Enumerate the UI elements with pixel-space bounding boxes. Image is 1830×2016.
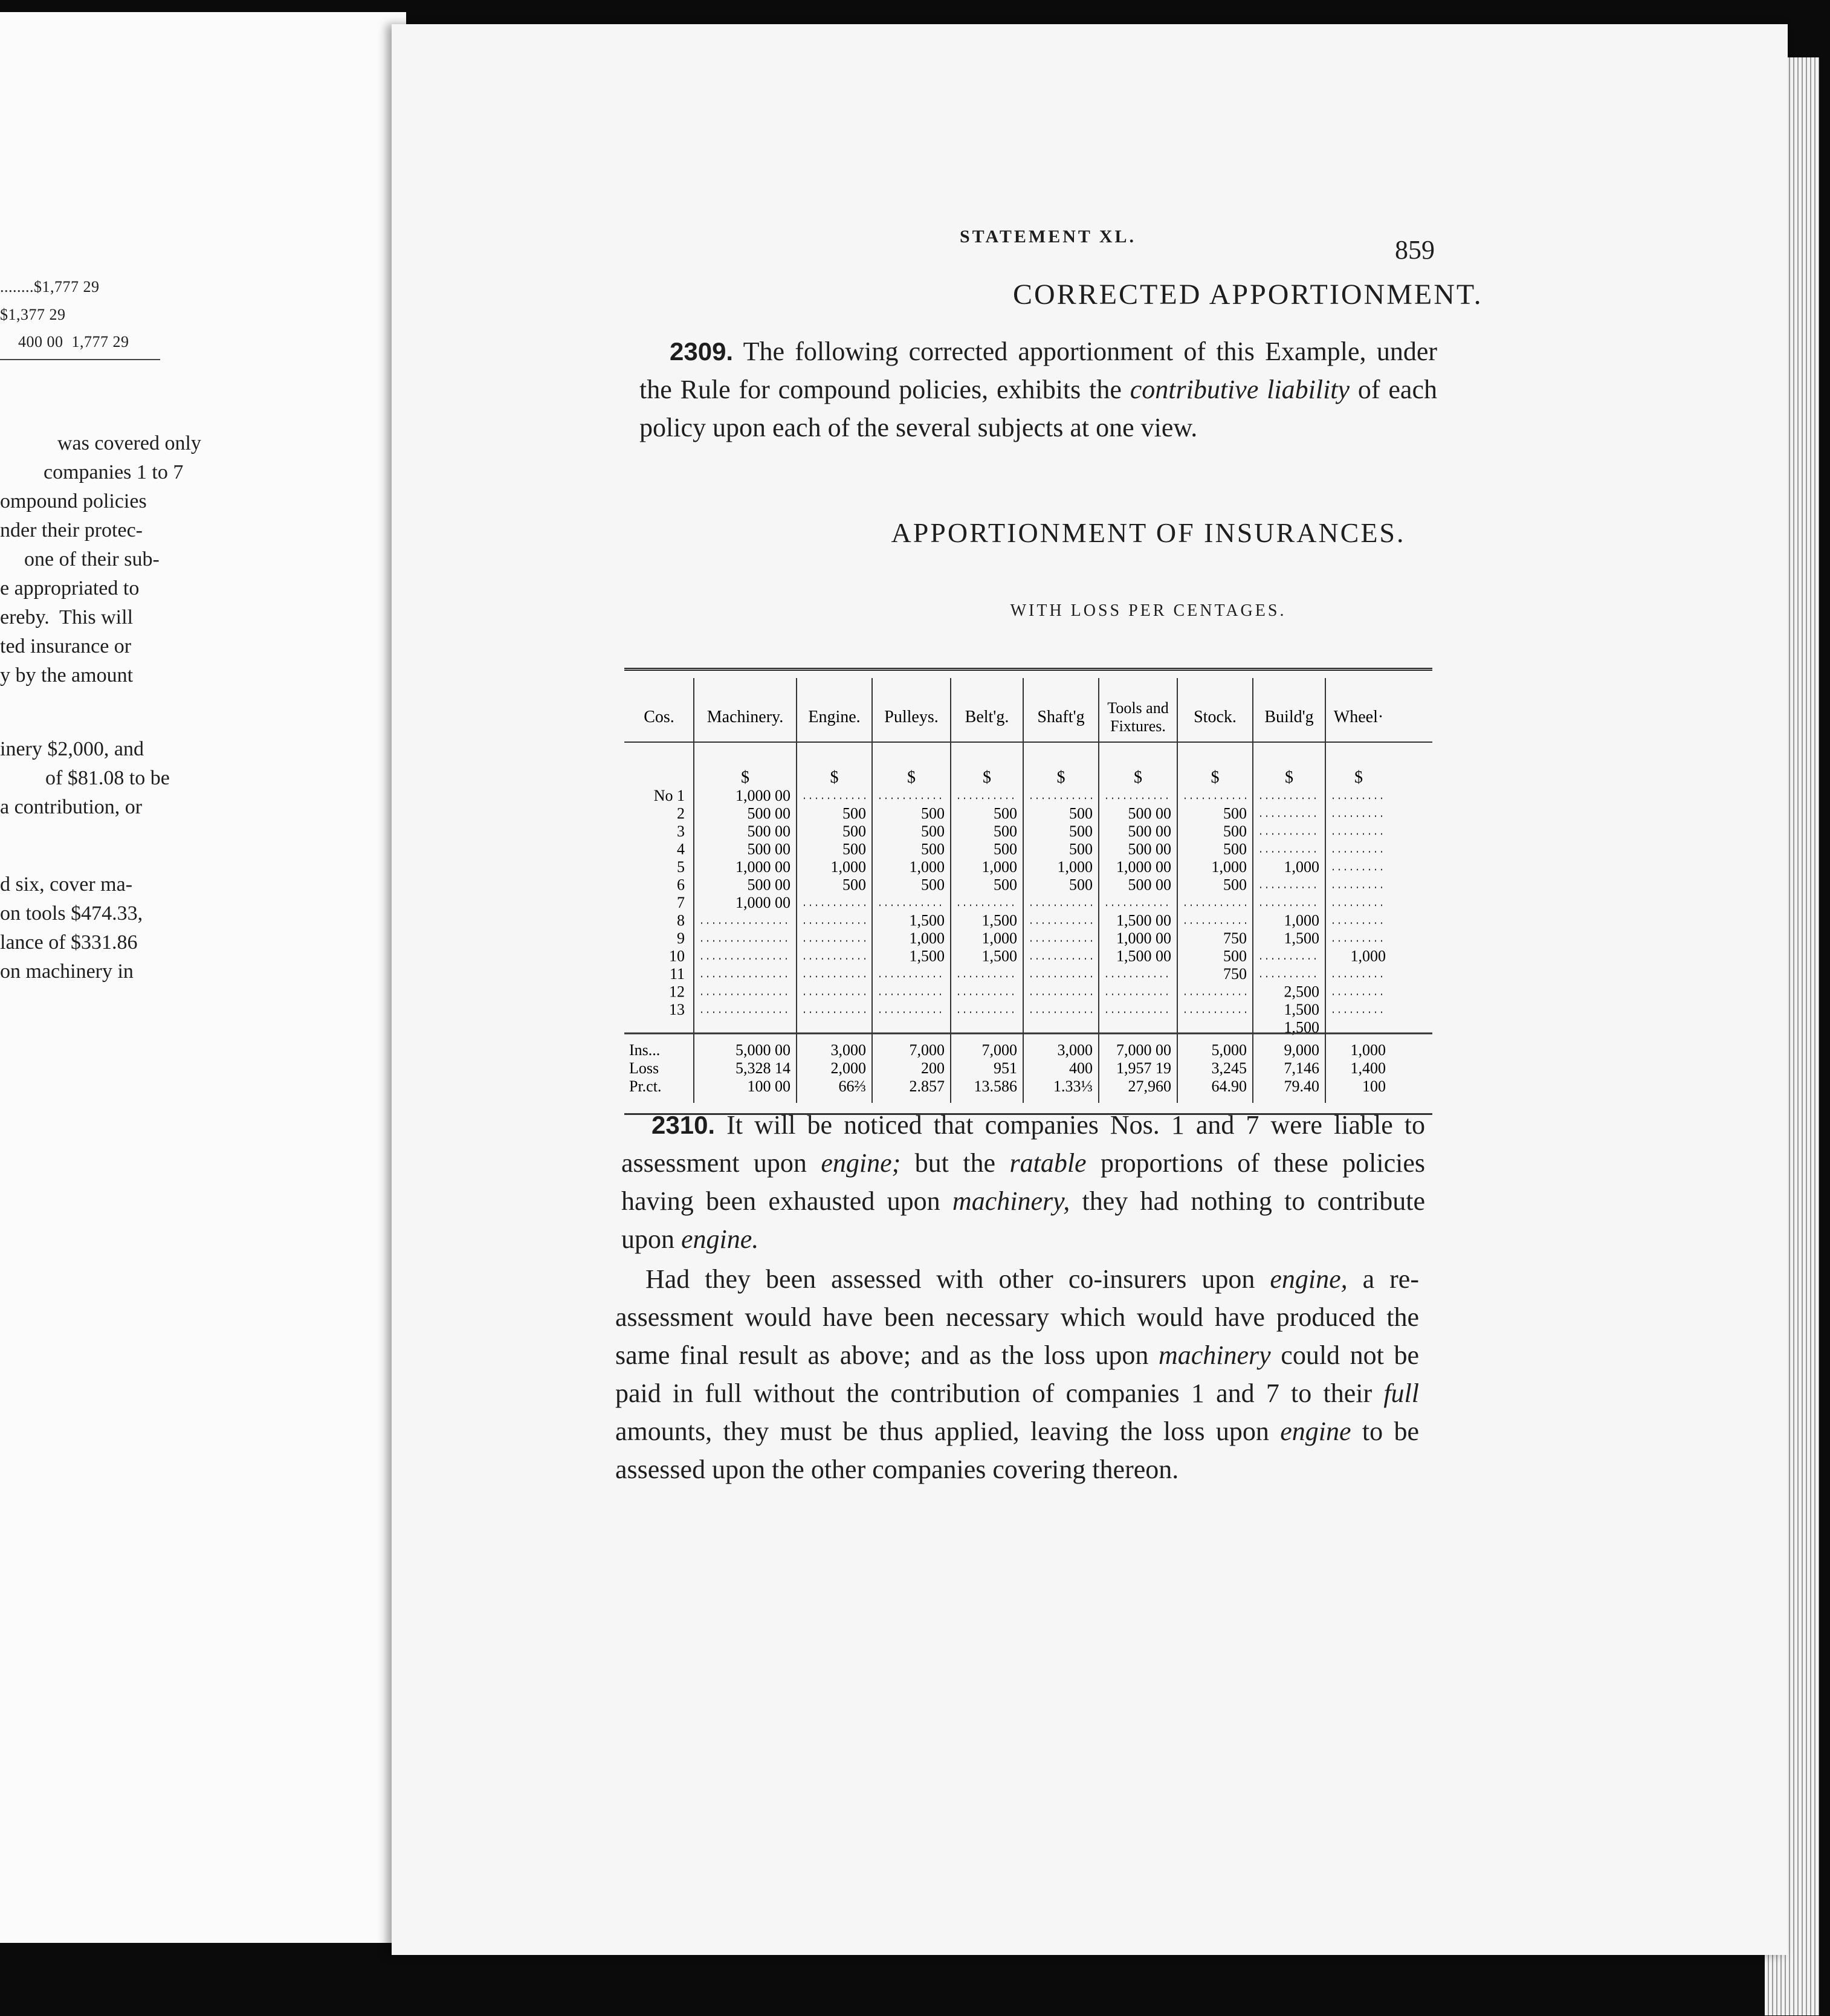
table-cell: 1,000 00 [1116, 929, 1171, 947]
row-label: 7 [677, 894, 685, 911]
row-label: No 1 [653, 787, 685, 804]
paragraph-text: proportions of these policies having been exhausted upon [621, 1148, 1426, 1216]
summary-cell: 3,245 [1211, 1059, 1247, 1077]
row-label: 12 [669, 983, 685, 1001]
section-title: CORRECTED APPORTIONMENT. [1013, 279, 1483, 311]
summary-cell: 5,000 [1211, 1041, 1247, 1059]
table-cell: 500 [1069, 840, 1093, 858]
table-cell: 500 00 [747, 804, 791, 822]
left-facing-page [0, 12, 406, 1943]
left-text-line: on tools $474.33, [0, 902, 143, 925]
row-label: 11 [669, 965, 685, 983]
summary-cell: 5,000 00 [736, 1041, 791, 1059]
summary-cell: 79.40 [1284, 1077, 1319, 1095]
italic-term: engine, [1270, 1264, 1348, 1294]
table-cell: 500 00 [1128, 804, 1171, 822]
book-page [392, 24, 1788, 1955]
row-label: 4 [677, 840, 685, 858]
table-cell: 500 00 [1128, 876, 1171, 894]
paragraph-number: 2309. [670, 337, 734, 366]
left-text-line: ted insurance or [0, 635, 132, 657]
table-cell: 500 [921, 876, 945, 894]
left-total-line: $1,377 29 [0, 306, 66, 323]
table-cell: 500 [994, 840, 1017, 858]
table-cell: 500 [1223, 840, 1247, 858]
paragraph-text: to be assessed upon the other companies covering thereon. [615, 1417, 1420, 1484]
table-cell: 750 [1223, 929, 1247, 947]
currency-mark: $ [1134, 768, 1142, 787]
italic-term: ratable [1009, 1148, 1087, 1178]
table-cell: 1,500 [981, 911, 1017, 929]
row-label: 9 [677, 929, 685, 947]
table-cell: 500 [842, 840, 866, 858]
row-label: 3 [677, 822, 685, 840]
left-text-line: e appropriated to [0, 577, 140, 599]
summary-cell: 3,000 [1057, 1041, 1093, 1059]
summary-cell: 3,000 [830, 1041, 866, 1059]
italic-term: full [1383, 1378, 1419, 1408]
left-text-line: one of their sub- [24, 548, 160, 570]
table-cell: 500 [921, 804, 945, 822]
paragraph-final [615, 1260, 1419, 1488]
column-header: Tools and [1107, 699, 1169, 717]
summary-cell: 7,000 00 [1116, 1041, 1171, 1059]
summary-cell: 1.33⅓ [1053, 1077, 1093, 1095]
summary-cell: 9,000 [1284, 1041, 1319, 1059]
table-cell: 1,000 [909, 929, 945, 947]
table-cell: 1,000 00 [736, 894, 791, 911]
table-cell: 500 [842, 876, 866, 894]
summary-cell: 951 [994, 1059, 1017, 1077]
paragraph-text: could not be paid in full without the contribution of companies 1 and 7 to their [615, 1340, 1419, 1408]
table-cell: 500 [994, 804, 1017, 822]
table-subtitle: WITH LOSS PER CENTAGES. [1010, 601, 1287, 620]
left-text-line: was covered only [57, 432, 201, 454]
summary-cell: 100 00 [747, 1077, 791, 1095]
summary-cell: 400 [1069, 1059, 1093, 1077]
paragraph-text: of each policy upon each of the several subjects at one view. [639, 375, 1437, 442]
summary-cell: 2.857 [909, 1077, 945, 1095]
column-header: Shaft'g [1037, 708, 1085, 726]
paragraph-text: amounts, they must be thus applied, leaving the loss upon [615, 1417, 1281, 1446]
table-cell: 500 [1069, 804, 1093, 822]
table-cell: 500 [921, 840, 945, 858]
italic-term: machinery [1159, 1340, 1271, 1370]
table-cell: 1,000 [981, 929, 1017, 947]
left-text-line: on machinery in [0, 960, 134, 983]
italic-term: engine; [821, 1148, 901, 1178]
summary-cell: 100 [1362, 1077, 1386, 1095]
left-text-line: nder their protec- [0, 519, 143, 541]
running-head: STATEMENT XL. [960, 227, 1137, 247]
currency-mark: $ [1285, 768, 1293, 787]
summary-cell: 66⅔ [838, 1077, 866, 1095]
table-cell: 1,500 [1284, 929, 1319, 947]
left-text-line: d six, cover ma- [0, 873, 133, 896]
table-cell: 1,500 [1284, 1001, 1319, 1018]
table-cell: 1,500 [981, 947, 1017, 965]
apportionment-table [624, 668, 1432, 1115]
left-text-line: y by the amount [0, 664, 134, 687]
column-header: Machinery. [706, 708, 784, 726]
table-cell: 500 00 [747, 840, 791, 858]
column-header: Wheel· [1333, 708, 1384, 726]
row-label: 2 [677, 804, 685, 822]
summary-cell: 13.586 [974, 1077, 1017, 1095]
left-text-line: inery $2,000, and [0, 738, 144, 760]
paragraph-text: a re-assessment would have been necessary which would have produced the same final result as above; and as the loss upon [615, 1264, 1419, 1370]
summary-cell: 7,146 [1284, 1059, 1319, 1077]
currency-mark: $ [741, 768, 749, 787]
currency-mark: $ [907, 768, 916, 787]
left-rule [0, 359, 160, 360]
table-cell: 1,000 [909, 858, 945, 876]
table-cell: 500 [994, 876, 1017, 894]
table-cell: 750 [1223, 965, 1247, 983]
table-cell: 1,000 00 [736, 787, 791, 804]
table-cell: 1,000 [1057, 858, 1093, 876]
table-cell: 1,500 [1284, 1018, 1319, 1036]
page-number: 859 [1395, 235, 1435, 265]
paragraph-2309 [639, 332, 1437, 447]
left-text-line: companies 1 to 7 [44, 461, 184, 483]
left-text-line: lance of $331.86 [0, 931, 138, 954]
row-label: 5 [677, 858, 685, 876]
italic-term: engine. [681, 1224, 759, 1254]
table-cell: 1,500 00 [1116, 947, 1171, 965]
paragraph-text: they had nothing to contribute upon [621, 1186, 1426, 1254]
italic-term: machinery, [952, 1186, 1070, 1216]
left-text-line: ompound policies [0, 490, 147, 512]
table-cell: 500 [1069, 876, 1093, 894]
table-cell: 1,000 [1284, 911, 1319, 929]
table-cell: 500 00 [747, 876, 791, 894]
table-cell: 1,500 [909, 947, 945, 965]
paragraph-text: The following corrected apportionment of this Example, under the Rule for compound policies, exhibits the [639, 337, 1437, 404]
column-header: Cos. [644, 708, 674, 726]
summary-label: Ins... [629, 1041, 661, 1059]
table-cell: 1,000 [981, 858, 1017, 876]
column-header: Stock. [1194, 708, 1237, 726]
table-cell: 500 [1069, 822, 1093, 840]
row-label: 13 [669, 1001, 685, 1018]
row-label: 8 [677, 911, 685, 929]
left-text-line: a contribution, or [0, 796, 143, 818]
table-cell: 1,000 00 [736, 858, 791, 876]
summary-label: Loss [629, 1059, 659, 1077]
summary-label: Pr.ct. [629, 1077, 662, 1095]
table-cell: 500 [1223, 947, 1247, 965]
table-cell: 500 [1223, 876, 1247, 894]
table-cell: 1,000 [1350, 947, 1386, 965]
column-header: Build'g [1264, 708, 1314, 726]
summary-cell: 7,000 [909, 1041, 945, 1059]
table-cell: 500 00 [1128, 822, 1171, 840]
row-label: 6 [677, 876, 685, 894]
paragraph-number: 2310. [651, 1111, 716, 1139]
table-cell: 1,000 [1284, 858, 1319, 876]
paragraph-2310 [621, 1106, 1425, 1258]
summary-cell: 200 [921, 1059, 945, 1077]
table-cell: 500 [842, 804, 866, 822]
summary-cell: 7,000 [981, 1041, 1017, 1059]
italic-term: engine [1280, 1417, 1351, 1446]
column-header: Belt'g. [965, 708, 1009, 726]
table-cell: 500 00 [747, 822, 791, 840]
table-cell: 500 [1223, 804, 1247, 822]
summary-cell: 5,328 14 [736, 1059, 791, 1077]
column-header: Engine. [808, 708, 861, 726]
table-cell: 500 [842, 822, 866, 840]
column-header: Fixtures. [1110, 717, 1166, 735]
table-cell: 500 [1223, 822, 1247, 840]
left-text-line: of $81.08 to be [45, 767, 170, 789]
row-label: 10 [669, 947, 685, 965]
left-total-line: ........$1,777 29 [0, 278, 100, 296]
table-cell: 2,500 [1284, 983, 1319, 1001]
table-cell: 500 [921, 822, 945, 840]
table-cell: 500 [994, 822, 1017, 840]
paragraph-text: Had they been assessed with other co-insurers upon [645, 1264, 1270, 1294]
table-cell: 1,000 00 [1116, 858, 1171, 876]
left-total-line: 400 00 1,777 29 [18, 333, 129, 351]
currency-mark: $ [1056, 768, 1065, 787]
table-cell: 1,500 00 [1116, 911, 1171, 929]
summary-cell: 1,957 19 [1116, 1059, 1171, 1077]
table-title: APPORTIONMENT OF INSURANCES. [891, 517, 1406, 548]
table-cell: 1,500 [909, 911, 945, 929]
currency-mark: $ [983, 768, 991, 787]
paragraph-text: but the [900, 1148, 1010, 1178]
summary-cell: 27,960 [1128, 1077, 1171, 1095]
table-grid [624, 671, 1432, 1108]
table-cell: 1,000 [830, 858, 866, 876]
currency-mark: $ [1211, 768, 1220, 787]
table-cell: 500 00 [1128, 840, 1171, 858]
table-cell: 1,000 [1211, 858, 1247, 876]
summary-cell: 64.90 [1211, 1077, 1247, 1095]
summary-cell: 1,400 [1350, 1059, 1386, 1077]
italic-term: contributive liability [1130, 375, 1350, 404]
currency-mark: $ [1354, 768, 1363, 787]
column-header: Pulleys. [884, 708, 939, 726]
currency-mark: $ [830, 768, 839, 787]
summary-cell: 1,000 [1350, 1041, 1386, 1059]
paragraph-text: It will be noticed that companies Nos. 1 and 7 were liable to assessment upon [621, 1110, 1425, 1178]
summary-cell: 2,000 [830, 1059, 866, 1077]
left-text-line: ereby. This will [0, 606, 134, 628]
